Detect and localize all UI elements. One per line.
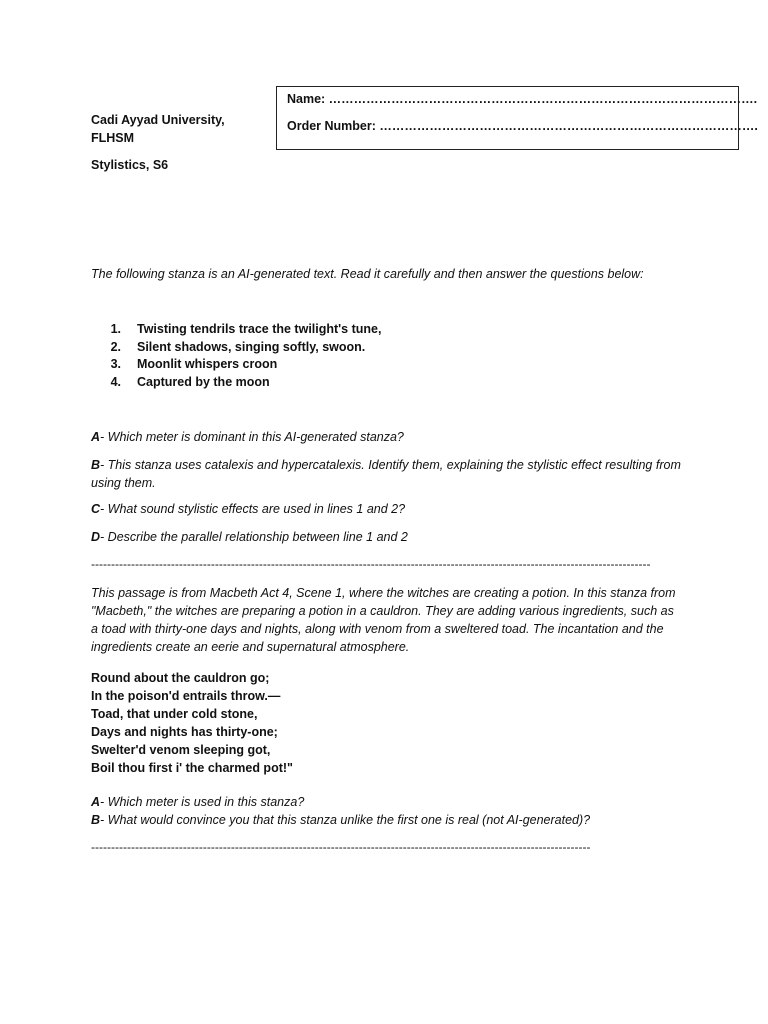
poem-line: In the poison'd entrails throw.— xyxy=(91,689,281,703)
student-info-box xyxy=(276,86,758,150)
part2-intro: This passage is from Macbeth Act 4, Scene 1, where the witches are creating a potion. In this stanza from "Macbeth," the witches are preparing a potion in a cauldron. They are adding various ingredients, such as a toad with thirty-one days and nights, along with venom from a sweltered toad. The incantation and the ingredients create an eerie and supernatural atmosphere. xyxy=(91,586,676,654)
faculty-name: FLHSM xyxy=(91,131,135,145)
course-name: Stylistics, S6 xyxy=(91,158,169,172)
name-field-label: Name: …………………………………………………………………………………………. xyxy=(287,92,758,106)
poem-line: Round about the cauldron go; xyxy=(91,671,270,685)
section-divider: ----------------------------------------------------------------------------------------------------------------------------- xyxy=(91,840,591,854)
poem-line: Days and nights has thirty-one; xyxy=(91,725,278,739)
stanza-line: 1. Twisting tendrils trace the twilight's tune, xyxy=(110,322,382,336)
question-1c: C- What sound stylistic effects are used in lines 1 and 2? xyxy=(91,502,406,516)
poem-line: Boil thou first i' the charmed pot!" xyxy=(91,761,293,775)
question-2a: A- Which meter is used in this stanza? xyxy=(91,795,305,809)
stanza-line: 4. Captured by the moon xyxy=(110,375,270,389)
order-number-field-label: Order Number: ………………………………………………………………………………. xyxy=(287,119,758,133)
poem-line: Toad, that under cold stone, xyxy=(91,707,258,721)
question-1b: B- This stanza uses catalexis and hypercatalexis. Identify them, explaining the stylistic effect resulting from using them. xyxy=(91,458,681,490)
poem-line: Swelter'd venom sleeping got, xyxy=(91,743,271,757)
part1-intro: The following stanza is an AI-generated text. Read it carefully and then answer the questions below: xyxy=(91,267,644,281)
question-1d: D- Describe the parallel relationship between line 1 and 2 xyxy=(91,530,408,544)
section-divider: -------------------------------------------------------------------------------------------------------------------------------------------- xyxy=(91,557,651,571)
stanza-line: 3. Moonlit whispers croon xyxy=(110,357,278,371)
university-name: Cadi Ayyad University, xyxy=(91,113,225,127)
question-1a: A- Which meter is dominant in this AI-generated stanza? xyxy=(91,430,404,444)
question-2b: B- What would convince you that this stanza unlike the first one is real (not AI-generated)? xyxy=(91,813,591,827)
stanza-line: 2. Silent shadows, singing softly, swoon. xyxy=(110,340,366,354)
